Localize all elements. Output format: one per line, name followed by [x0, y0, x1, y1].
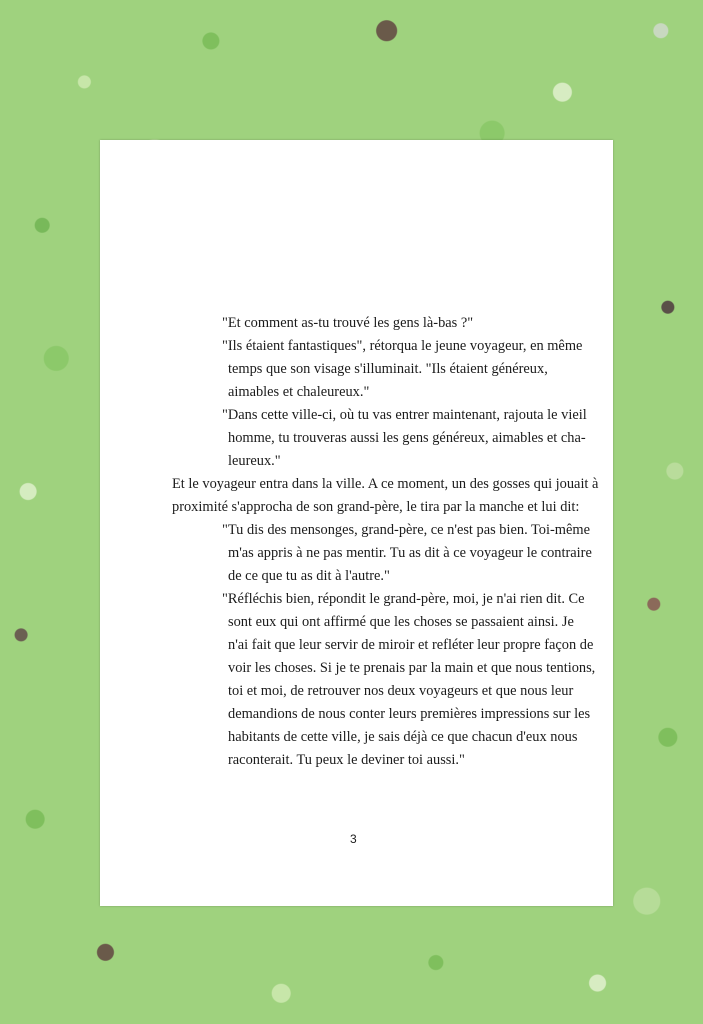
text-line: proximité s'approcha de son grand-père, le tira par la manche et lui dit:: [172, 499, 580, 515]
text-line: "Et comment as-tu trouvé les gens là-bas ?": [222, 315, 474, 331]
text-line: habitants de cette ville, je sais déjà ce que chacun d'eux nous: [228, 729, 578, 745]
text-line: "Dans cette ville-ci, où tu vas entrer maintenant, rajouta le vieil: [222, 407, 587, 423]
text-line: voir les choses. Si je te prenais par la main et que nous tentions,: [228, 660, 596, 676]
text-line: de ce que tu as dit à l'autre.": [228, 568, 390, 584]
text-line: demandions de nous conter leurs premières impressions sur les: [228, 706, 591, 722]
text-line: temps que son visage s'illuminait. "Ils étaient généreux,: [228, 361, 548, 377]
text-line: homme, tu trouveras aussi les gens généreux, aimables et cha-: [228, 430, 586, 446]
text-line: n'ai fait que leur servir de miroir et refléter leur propre façon de: [228, 637, 594, 653]
text-line: m'as appris à ne pas mentir. Tu as dit à ce voyageur le contraire: [228, 545, 592, 561]
text-line: aimables et chaleureux.": [228, 384, 370, 400]
text-line: toi et moi, de retrouver nos deux voyageurs et que nous leur: [228, 683, 574, 699]
text-line: raconterait. Tu peux le deviner toi aussi.": [228, 752, 465, 768]
text-line: Et le voyageur entra dans la ville. A ce moment, un des gosses qui jouait à: [172, 476, 599, 492]
paper-sheet: [100, 140, 613, 906]
text-line: "Tu dis des mensonges, grand-père, ce n'est pas bien. Toi-même: [222, 522, 590, 538]
text-line: "Réfléchis bien, répondit le grand-père, moi, je n'ai rien dit. Ce: [222, 591, 585, 607]
text-line: "Ils étaient fantastiques", rétorqua le jeune voyageur, en même: [222, 338, 583, 354]
text-line: leureux.": [228, 453, 281, 469]
page-number: 3: [350, 832, 357, 846]
text-line: sont eux qui ont affirmé que les choses se passaient ainsi. Je: [228, 614, 574, 630]
